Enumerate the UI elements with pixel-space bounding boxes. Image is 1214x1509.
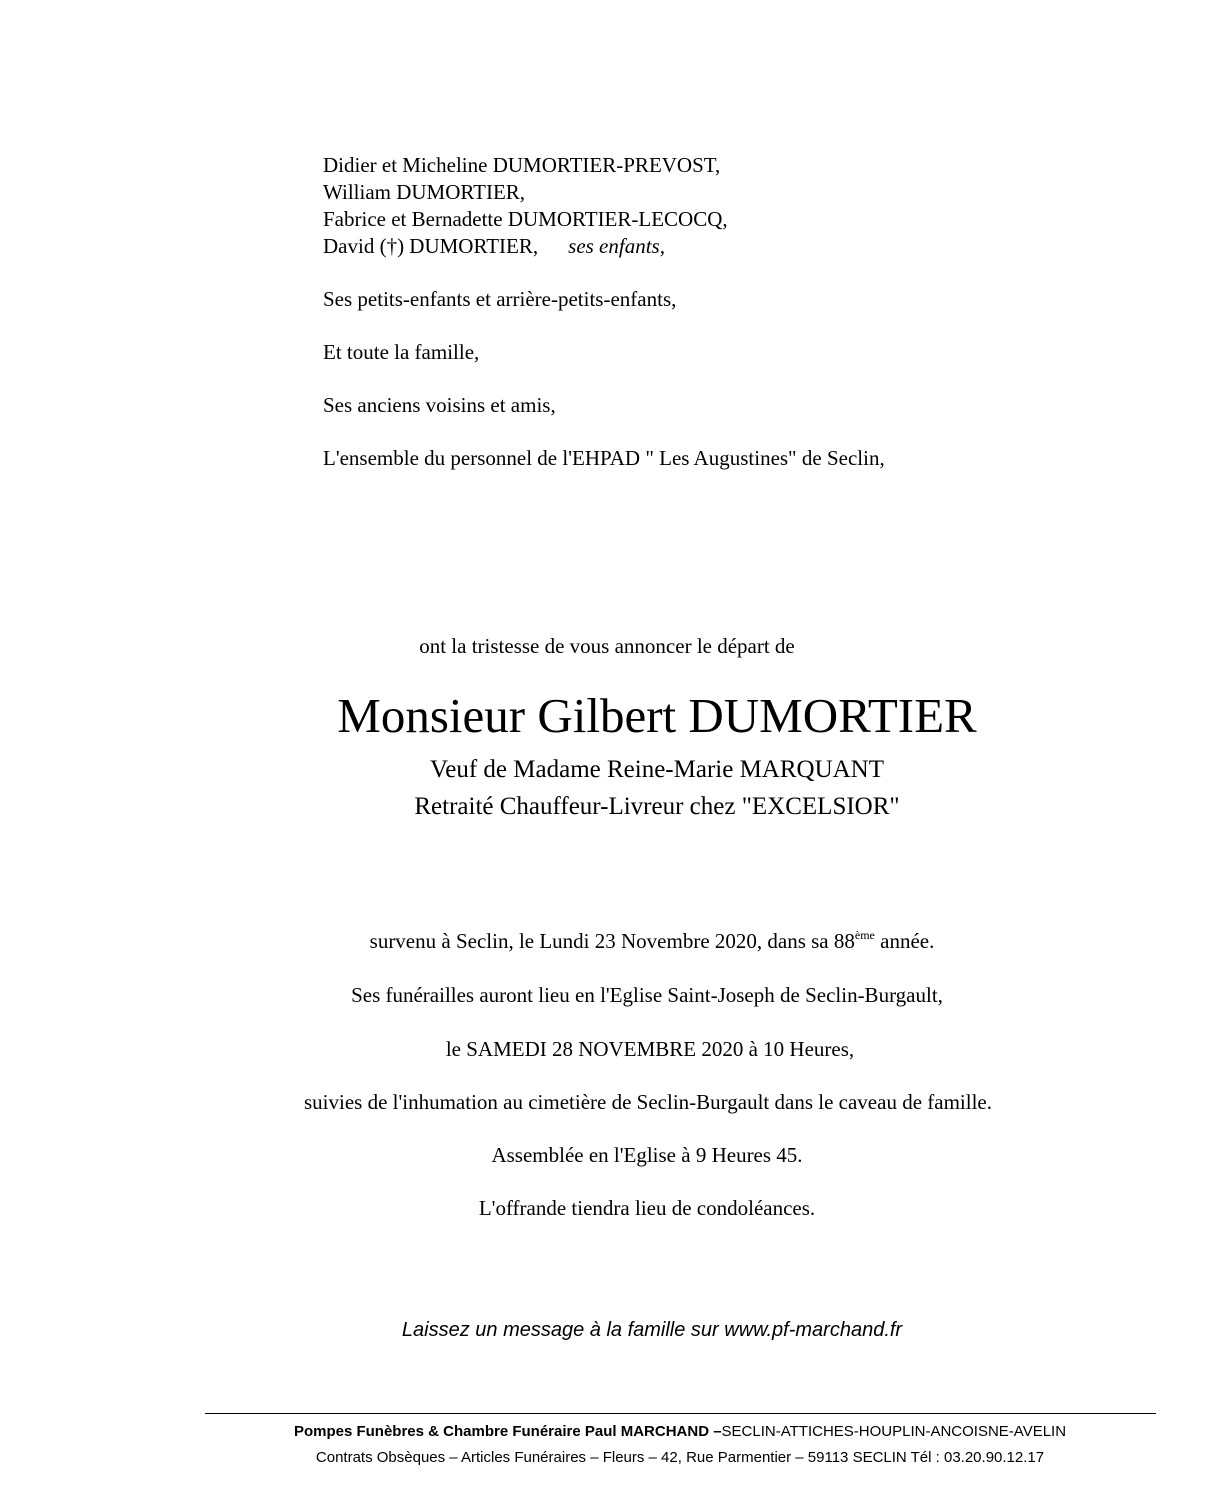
footer-company-line: [73, 1422, 1214, 1442]
announcement-intro: ont la tristesse de vous annoncer le départ de: [419, 634, 795, 658]
death-notice-text: survenu à Seclin, le Lundi 23 Novembre 2020, dans sa 88: [369, 929, 855, 953]
funeral-place: Ses funérailles auront lieu en l'Eglise Saint-Joseph de Seclin-Burgault,: [351, 983, 943, 1007]
family-list: [323, 152, 885, 472]
death-notice: [45, 928, 1214, 954]
footer-services: Contrats Obsèques – Articles Funéraires – Fleurs – 42, Rue Parmentier – 59113 SECLIN Tél : 03.20.90.12.17: [315, 1449, 1045, 1466]
footer-divider: [205, 1413, 1156, 1414]
footer-locations: SECLIN-ATTICHES-HOUPLIN-ANCOISNE-AVELIN: [721, 1423, 1067, 1440]
grandchildren-line: Ses petits-enfants et arrière-petits-enfants,: [323, 287, 677, 311]
death-notice-suffix: année.: [874, 929, 935, 953]
footer-company: Pompes Funèbres & Chambre Funéraire Paul MARCHAND –: [293, 1423, 722, 1440]
burial-info: suivies de l'inhumation au cimetière de Seclin-Burgault dans le caveau de famille.: [303, 1090, 992, 1114]
children-role-label: ses enfants,: [568, 234, 665, 258]
family-line-2: William DUMORTIER,: [323, 180, 526, 204]
family-line: Et toute la famille,: [323, 340, 480, 364]
family-line-3: Fabrice et Bernadette DUMORTIER-LECOCQ,: [323, 207, 728, 231]
ordinal-superscript: ème: [854, 928, 875, 942]
profession-subtitle: Retraité Chauffeur-Livreur chez "EXCELSIOR": [414, 793, 900, 820]
widower-subtitle: Veuf de Madame Reine-Marie MARQUANT: [429, 756, 885, 783]
offering-info: L'offrande tiendra lieu de condoléances.: [478, 1196, 816, 1220]
family-line-1: Didier et Micheline DUMORTIER-PREVOST,: [323, 153, 721, 177]
neighbors-line: Ses anciens voisins et amis,: [323, 393, 556, 417]
staff-line: L'ensemble du personnel de l'EHPAD " Les Augustines" de Seclin,: [323, 446, 885, 470]
condolence-message: Laissez un message à la famille sur www.pf-marchand.fr: [401, 1319, 903, 1341]
assembly-info: Assemblée en l'Eglise à 9 Heures 45.: [491, 1143, 803, 1167]
deceased-name: Monsieur Gilbert DUMORTIER: [337, 688, 977, 743]
family-line-4: [323, 233, 885, 260]
funeral-date: le SAMEDI 28 NOVEMBRE 2020 à 10 Heures,: [445, 1037, 855, 1061]
family-line-4-names: David (†) DUMORTIER,: [323, 234, 539, 258]
